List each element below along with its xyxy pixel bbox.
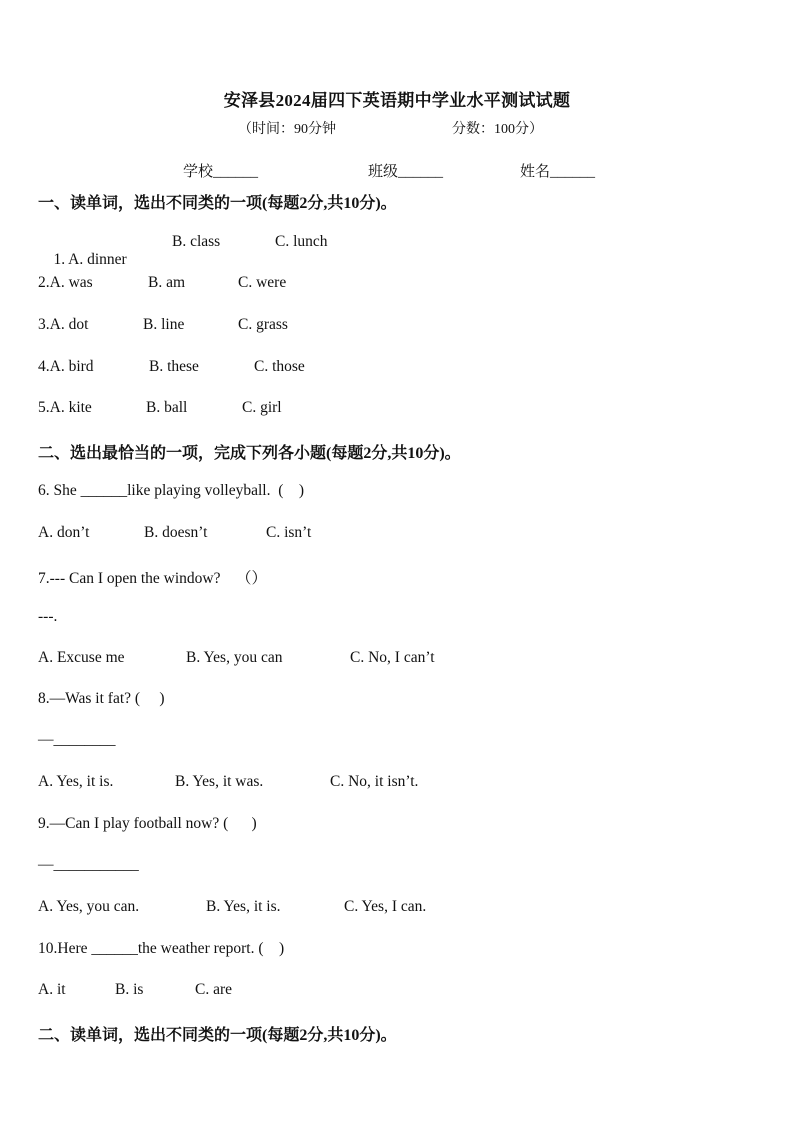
question-9-reply: —___________ xyxy=(38,856,139,873)
school-field: 学校______ xyxy=(183,164,259,180)
question-3-option-a: 3.A. dot xyxy=(38,316,89,333)
question-7-option-c: C. No, I can’t xyxy=(350,649,435,666)
name-field: 姓名______ xyxy=(520,164,596,180)
question-4-option-b: B. these xyxy=(149,358,199,375)
question-1-option-c: C. lunch xyxy=(275,233,328,250)
question-2-option-a: 2.A. was xyxy=(38,274,93,291)
question-6-option-c: C. isn’t xyxy=(266,524,312,541)
question-6-stem: 6. She ______like playing volleyball. ( ) xyxy=(38,482,305,499)
question-9-option-a: A. Yes, you can. xyxy=(38,898,140,915)
question-7-option-b: B. Yes, you can xyxy=(186,649,283,666)
question-5-option-b: B. ball xyxy=(146,399,188,416)
section-2-heading: 二、选出最恰当的一项，完成下列各小题(每题2分,共10分)。 xyxy=(38,445,461,462)
question-7-stem: 7.--- Can I open the window? （） xyxy=(38,570,268,587)
question-9-option-c: C. Yes, I can. xyxy=(344,898,427,915)
question-8-reply: —________ xyxy=(38,731,116,748)
question-1-option-a: 1. A. dinner xyxy=(53,251,127,268)
question-2-option-c: C. were xyxy=(238,274,287,291)
question-8-option-a: A. Yes, it is. xyxy=(38,773,114,790)
question-6-option-a: A. don’t xyxy=(38,524,90,541)
question-9-stem: 9.—Can I play football now? ( ) xyxy=(38,815,257,832)
question-4-option-c: C. those xyxy=(254,358,305,375)
question-10-option-b: B. is xyxy=(115,981,144,998)
question-4-option-a: 4.A. bird xyxy=(38,358,94,375)
question-9-option-b: B. Yes, it is. xyxy=(206,898,281,915)
question-5-option-a: 5.A. kite xyxy=(38,399,92,416)
question-8-option-b: B. Yes, it was. xyxy=(175,773,264,790)
question-3-option-b: B. line xyxy=(143,316,185,333)
class-field: 班级______ xyxy=(368,164,444,180)
question-1-option-b: B. class xyxy=(172,233,221,250)
exam-time: （时间：90分钟 xyxy=(238,122,336,137)
question-10-option-a: A. it xyxy=(38,981,66,998)
question-3-option-c: C. grass xyxy=(238,316,288,333)
section-3-heading: 二、读单词，选出不同类的一项(每题2分,共10分)。 xyxy=(38,1027,397,1044)
exam-score: 分数：100分） xyxy=(452,122,543,137)
exam-title: 安泽县2024届四下英语期中学业水平测试试题 xyxy=(223,91,571,110)
question-8-stem: 8.—Was it fat? ( ) xyxy=(38,690,165,707)
question-7-reply: ---. xyxy=(38,608,58,625)
question-10-option-c: C. are xyxy=(195,981,233,998)
question-10-stem: 10.Here ______the weather report. ( ) xyxy=(38,940,285,957)
section-1-heading: 一、读单词，选出不同类的一项(每题2分,共10分)。 xyxy=(38,195,397,212)
question-6-option-b: B. doesn’t xyxy=(144,524,208,541)
question-7-option-a: A. Excuse me xyxy=(38,649,125,666)
question-5-option-c: C. girl xyxy=(242,399,282,416)
question-8-option-c: C. No, it isn’t. xyxy=(330,773,419,790)
question-2-option-b: B. am xyxy=(148,274,186,291)
